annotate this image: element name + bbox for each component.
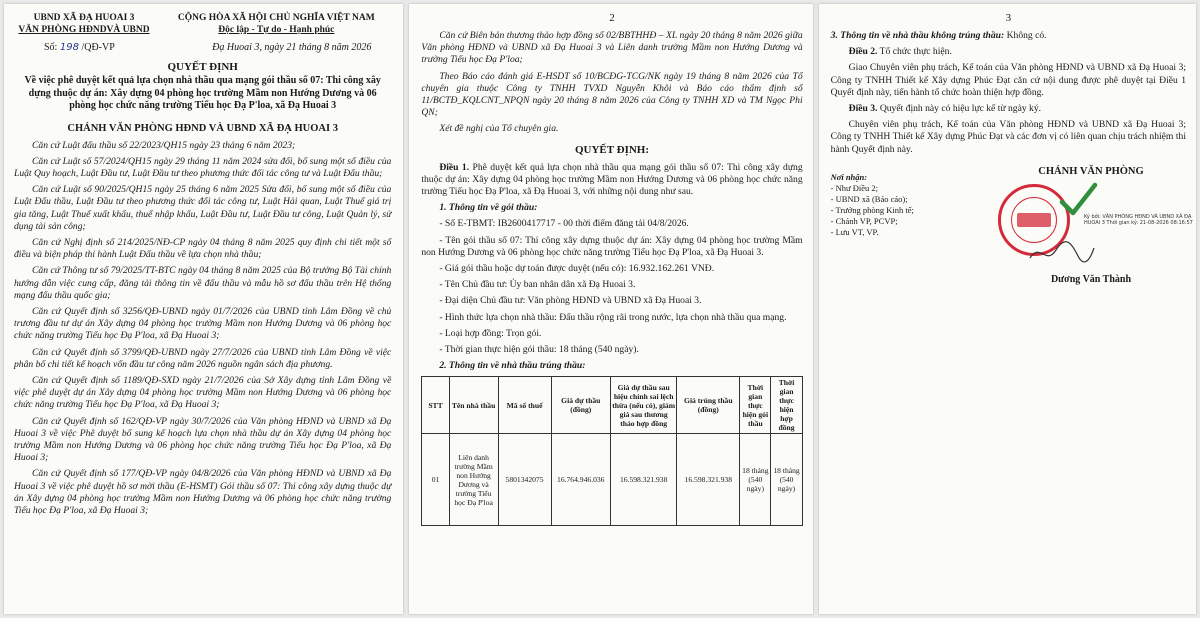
info-item: - Hình thức lựa chọn nhà thầu: Đấu thầu rộng rãi trong nước, lựa chọn nhà thầu qua mạng.: [439, 311, 787, 323]
cell-adjusted-price: 16.598.321.938: [611, 434, 677, 526]
recipient-item: - Chánh VP, PCVP;: [830, 215, 898, 226]
motto: Độc lập - Tự do - Hạnh phúc: [218, 25, 335, 35]
document-header: [14, 12, 391, 36]
col-header: Giá trúng thầu (đồng): [677, 377, 740, 434]
col-header: Tên nhà thầu: [449, 377, 498, 434]
article-2: Điều 2. Tổ chức thực hiện.: [848, 46, 952, 58]
doc-date: Đạ Huoai 3, ngày 21 tháng 8 năm 2026: [212, 42, 372, 53]
section-non-winner: 3. Thông tin về nhà thầu không trúng thầu: Không có.: [830, 30, 1047, 41]
agency-line-1: UBND XÃ ĐẠ HUOAI 3: [33, 13, 135, 23]
info-item: - Thời gian thực hiện gói thầu: 18 tháng (540 ngày).: [439, 344, 639, 356]
legal-basis-paragraph: Căn cứ Luật số 90/2025/QH15 ngày 25 tháng 6 năm 2025 Sửa đổi, bổ sung một số điều của Luật Đấu thầu, Luật Đầu tư theo phương thức đối tác công tư, Luật Hải quan, Luật Thuế giá trị gia tăng, Luật Thuế xuất khẩu, thuế nhập khẩu, Luật Đầu tư, Luật Đầu tư công, Luật Quản lý, sử dụng tài sản công;: [14, 184, 392, 232]
info-item: - Tên gói thầu số 07: Thi công xây dựng thuộc dự án: Xây dựng 04 phòng học trường Mầm non Hướng Dương và 06 phòng học chức năng trường Tiểu học Đạ P'loa, xã Đạ Huoai 3.: [421, 234, 803, 258]
signer-title: CHÁNH VĂN PHÒNG: [1038, 165, 1144, 177]
info-item: - Giá gói thầu hoặc dự toán được duyệt (nếu có): 16.932.162.261 VNĐ.: [439, 263, 715, 275]
section-winner-info: 2. Thông tin về nhà thầu trúng thầu:: [439, 360, 586, 372]
legal-basis-paragraph: Căn cứ Luật đấu thầu số 22/2023/QH15 ngày 23 tháng 6 năm 2023;: [32, 139, 296, 151]
info-item: - Số E-TBMT: IB2600417717 - 00 thời điểm đăng tải 04/8/2026.: [439, 218, 689, 230]
page-number: 3: [1005, 12, 1012, 24]
recipients-title: Nơi nhận:: [830, 171, 868, 182]
legal-basis-paragraph: Căn cứ Luật số 57/2024/QH15 ngày 29 tháng 11 năm 2024 sửa đổi, bổ sung một số điều của Luật Quy hoạch, Luật Đầu tư, Luật Đầu tư theo phương thức đối tác công tư và Luật Đấu thầu;: [14, 155, 392, 179]
legal-basis-paragraph: Căn cứ Quyết định số 177/QĐ-VP ngày 04/8/2026 của Văn phòng HĐND và UBND xã Đạ Huoai 3 về việc phê duyệt hồ sơ mời thầu (E-HSMT) Gói thầu số 07: Thi công xây dựng thuộc dự án Xây dựng 04 phòng học trường Mầm non Hướng Dương và 06 phòng học chức năng trường Tiểu học Đạ P'loa, xã Đạ Huoai 3;: [14, 468, 392, 516]
cell-package-duration: 18 tháng (540 ngày): [740, 434, 771, 526]
doc-number: Số: 198 /QĐ-VP: [44, 42, 115, 53]
recipient-item: - Lưu VT, VP.: [830, 226, 879, 237]
col-header: STT: [422, 377, 449, 434]
signer-name: Dương Văn Thành: [1050, 273, 1132, 285]
article-3: Điều 3. Quyết định này có hiệu lực kể từ ngày ký.: [848, 103, 1042, 115]
legal-basis-paragraph: Căn cứ Quyết định số 3256/QĐ-UBND ngày 01/7/2026 của UBND tỉnh Lâm Đồng về chủ trương đầu tư dự án Xây dựng 04 phòng học trường Mầm non Hướng Dương và 06 phòng học chức năng trường Tiểu học Đạ P'loa, xã Đạ Huoai 3;: [14, 305, 392, 342]
section-package-info: 1. Thông tin về gói thầu:: [439, 202, 538, 214]
col-header: Mã số thuế: [498, 377, 551, 434]
col-header: Giá dự thầu (đồng): [551, 377, 610, 434]
handwritten-number: 198: [59, 42, 79, 53]
national-motto: [161, 12, 391, 36]
issuing-agency: [14, 12, 154, 36]
issuer-heading: CHÁNH VĂN PHÒNG HĐND VÀ UBND XÃ ĐẠ HUOAI 3: [67, 122, 338, 134]
cell-winning-price: 16.598.321.938: [677, 434, 740, 526]
info-item: - Loại hợp đồng: Trọn gói.: [439, 327, 542, 339]
legal-basis-paragraph: Căn cứ Quyết định số 162/QĐ-VP ngày 30/7/2026 của Văn phòng HĐND và UBND xã Đạ Huoai 3 về việc Phê duyệt bổ sung kế hoạch lựa chọn nhà thầu dự án Xây dựng 04 phòng học trường Mầm non Hướng Dương và 06 phòng học chức năng trường Tiểu học Đạ P'loa, xã Đạ Huoai 3;: [14, 415, 392, 464]
winning-bidder-table: [421, 376, 802, 526]
handwritten-signature-icon: [1026, 238, 1096, 268]
col-header: Giá dự thầu sau hiệu chỉnh sai lệch thừa (nếu có), giảm giá sau thương thảo hợp đồng: [611, 377, 677, 434]
legal-basis-paragraph: Căn cứ Quyết định số 3799/QĐ-UBND ngày 27/7/2026 của UBND tỉnh Lâm Đồng về việc phân bổ chi tiết kế hoạch vốn đầu tư công năm 2026 nguồn ngân sách địa phương.: [14, 346, 392, 370]
legal-basis-paragraph: Theo Báo cáo đánh giá E-HSDT số 10/BCĐG-TCG/NK ngày 19 tháng 8 năm 2026 của Tổ chuyên gia thuộc Công ty TNHH TVXD Nguyễn Khôi và Báo cáo thẩm định số 11/BCTĐ_KQLCNT_NPQN ngày 20 tháng 8 năm 2026 của Công ty TNHH XD và TM Ngọc Phi QN;: [421, 70, 803, 119]
signer: [996, 165, 1193, 286]
col-header: Thời gian thực hiện gói thầu: [740, 377, 771, 434]
legal-basis-paragraph: Căn cứ Thông tư số 79/2025/TT-BTC ngày 04 tháng 8 năm 2025 của Bộ trưởng Bộ Tài chính hướng dẫn việc cung cấp, đăng tải thông tin về đấu thầu và mẫu hồ sơ đấu thầu trên Hệ thống mạng đấu thầu quốc gia;: [14, 265, 392, 301]
cell-contract-duration: 18 tháng (540 ngày): [771, 434, 802, 526]
recipient-item: - Như Điều 2;: [830, 182, 878, 193]
cell-tax-code: 5801342075: [498, 434, 551, 526]
recipients: [831, 172, 914, 286]
page-number: 2: [609, 12, 615, 24]
info-item: - Tên Chủ đầu tư: Ủy ban nhân dân xã Đạ Huoai 3.: [439, 279, 636, 291]
country-name: CỘNG HÒA XÃ HỘI CHỦ NGHĨA VIỆT NAM: [177, 13, 375, 23]
digital-signature-info: Ký bởi: VĂN PHÒNG HĐND VÀ UBND XÃ ĐẠ HUOAI 3 Thời gian ký: 21-08-2026 08:16:57: [1084, 213, 1193, 226]
page-2: [409, 4, 812, 614]
article-2-body: Giao Chuyên viên phụ trách, Kế toán của Văn phòng HĐND và UBND xã Đạ Huoai 3; Công ty TNHH Thiết kế Xây dựng Phúc Đạt căn cứ nội dung được phê duyệt tại Điều 1 Quyết định này, tiến hành tổ chức hoàn thiện hợp đồng.: [830, 62, 1186, 98]
cell-bidder-name: Liên danh trường Mầm non Hướng Dương và trường Tiểu học Đạ P'loa: [449, 434, 498, 526]
info-item: - Đại diện Chủ đầu tư: Văn phòng HĐND và UBND xã Đạ Huoai 3.: [439, 295, 702, 307]
doc-meta: [14, 42, 391, 53]
doc-title: QUYẾT ĐỊNH: [167, 61, 238, 73]
article-3-body: Chuyên viên phụ trách, Kế toán của Văn phòng HĐND và UBND xã Đạ Huoai 3; Công ty TNHH Thiết kế Xây dựng Phúc Đạt và các đơn vị có liên quan chịu trách nhiệm thi hành Quyết định này.: [830, 119, 1186, 155]
article-1: Điều 1. Phê duyệt kết quả lựa chọn nhà thầu qua mạng gói thầu số 07: Thi công xây dựng thuộc dự án: Xây dựng 04 phòng học trường Mầm non Hướng Dương và 06 phòng học chức năng trường Tiểu học Đạ P'loa, xã Đạ Huoai 3, với những nội dung như sau.: [421, 161, 803, 198]
signature-block: [830, 165, 1193, 286]
col-header: Thời gian thực hiện hợp đồng: [771, 377, 802, 434]
recipient-item: - Trưởng phòng Kinh tế;: [830, 204, 914, 215]
page-1: [4, 4, 403, 614]
legal-basis-paragraph: Căn cứ Nghị định số 214/2025/NĐ-CP ngày 04 tháng 8 năm 2025 quy định chi tiết một số điều và biện pháp thi hành Luật Đấu thầu về lựa chọn nhà thầu;: [14, 236, 392, 261]
legal-basis-paragraph: Căn cứ Quyết định số 1189/QĐ-SXD ngày 21/7/2026 của Sở Xây dựng tỉnh Lâm Đồng về việc phê duyệt dự án Xây dựng 04 phòng học trường Mầm non Hướng Dương và 06 phòng học chức năng trường Tiểu học Đạ P'loa, xã Đạ Huoai 3;: [14, 374, 392, 411]
page-3: [819, 4, 1196, 614]
cell-bid-price: 16.764.946.036: [551, 434, 610, 526]
table-header-row: [422, 377, 802, 434]
recipient-item: - UBND xã (Báo cáo);: [830, 193, 908, 204]
decision-heading: QUYẾT ĐỊNH:: [574, 143, 650, 156]
cell-stt: 01: [422, 434, 449, 526]
agency-line-2: VĂN PHÒNG HĐNDVÀ UBND: [18, 25, 150, 35]
table-row: [422, 434, 802, 526]
legal-basis-paragraph: Xét đề nghị của Tổ chuyên gia.: [439, 123, 559, 135]
doc-subtitle: Về việc phê duyệt kết quả lựa chọn nhà thầu qua mạng gói thầu số 07: Thi công xây dựng thuộc dự án: Xây dựng 04 phòng học trường Mầm non Hướng Dương và 06 phòng học chức năng trường Tiểu học Đạ P'loa, xã Đạ Huoai 3: [24, 75, 381, 111]
legal-basis-paragraph: Căn cứ Biên bản thương thảo hợp đồng số 02/BBTHHĐ – XL ngày 20 tháng 8 năm 2026 giữa Văn phòng HĐND và UBND xã Đạ Huoai 3 và Liên danh trường Mầm non Hướng Dương và trường Tiểu học Đạ P'loa;: [421, 30, 803, 66]
